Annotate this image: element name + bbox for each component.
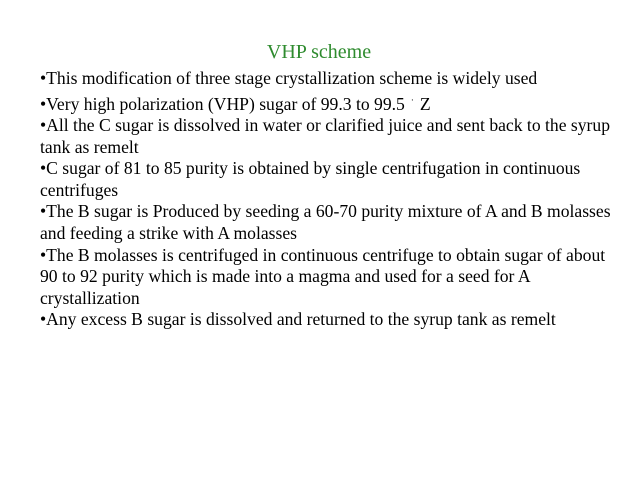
bullet-marker: • xyxy=(40,93,47,114)
bullet-text: Any excess B sugar is dissolved and returned to the syrup tank as remelt xyxy=(46,309,556,330)
bullet-text: C sugar of 81 to 85 purity is obtained by single centrifugation in continuous centrifuges xyxy=(40,158,581,200)
bullet-marker: • xyxy=(40,68,47,88)
bullet-list xyxy=(40,68,612,331)
bullet-item xyxy=(40,90,612,115)
bullet-item xyxy=(40,68,612,90)
bullet-item xyxy=(40,158,612,201)
bullet-text: The B sugar is Produced by seeding a 60-70 purity mixture of A and B molasses and feeding a strike with A molasses xyxy=(40,201,611,244)
slide-title: VHP scheme xyxy=(266,41,372,63)
bullet-text: The B molasses is centrifuged in continuous centrifuge to obtain sugar of about 90 to 92 purity which is made into a magma and used for a seed for A crystallization xyxy=(40,244,606,308)
bullet-marker: • xyxy=(40,115,47,136)
bullet-item xyxy=(40,115,612,158)
bullet-item xyxy=(40,201,612,244)
bullet-marker: • xyxy=(40,158,47,179)
bullet-text: Very high polarization (VHP) sugar of 99.3 to 99.5 xyxy=(46,93,405,114)
bullet-marker: • xyxy=(40,309,47,330)
bullet-item xyxy=(40,245,612,310)
bullet-text: All the C sugar is dissolved in water or clarified juice and sent back to the syrup tank as remelt xyxy=(40,115,611,157)
bullet-suffix: Z xyxy=(419,93,431,114)
bullet-marker: • xyxy=(40,201,47,222)
bullet-item xyxy=(40,309,612,331)
superscript-mark: · xyxy=(410,94,414,105)
bullet-text: This modification of three stage crystallization scheme is widely used xyxy=(46,68,538,88)
bullet-marker: • xyxy=(40,244,47,265)
